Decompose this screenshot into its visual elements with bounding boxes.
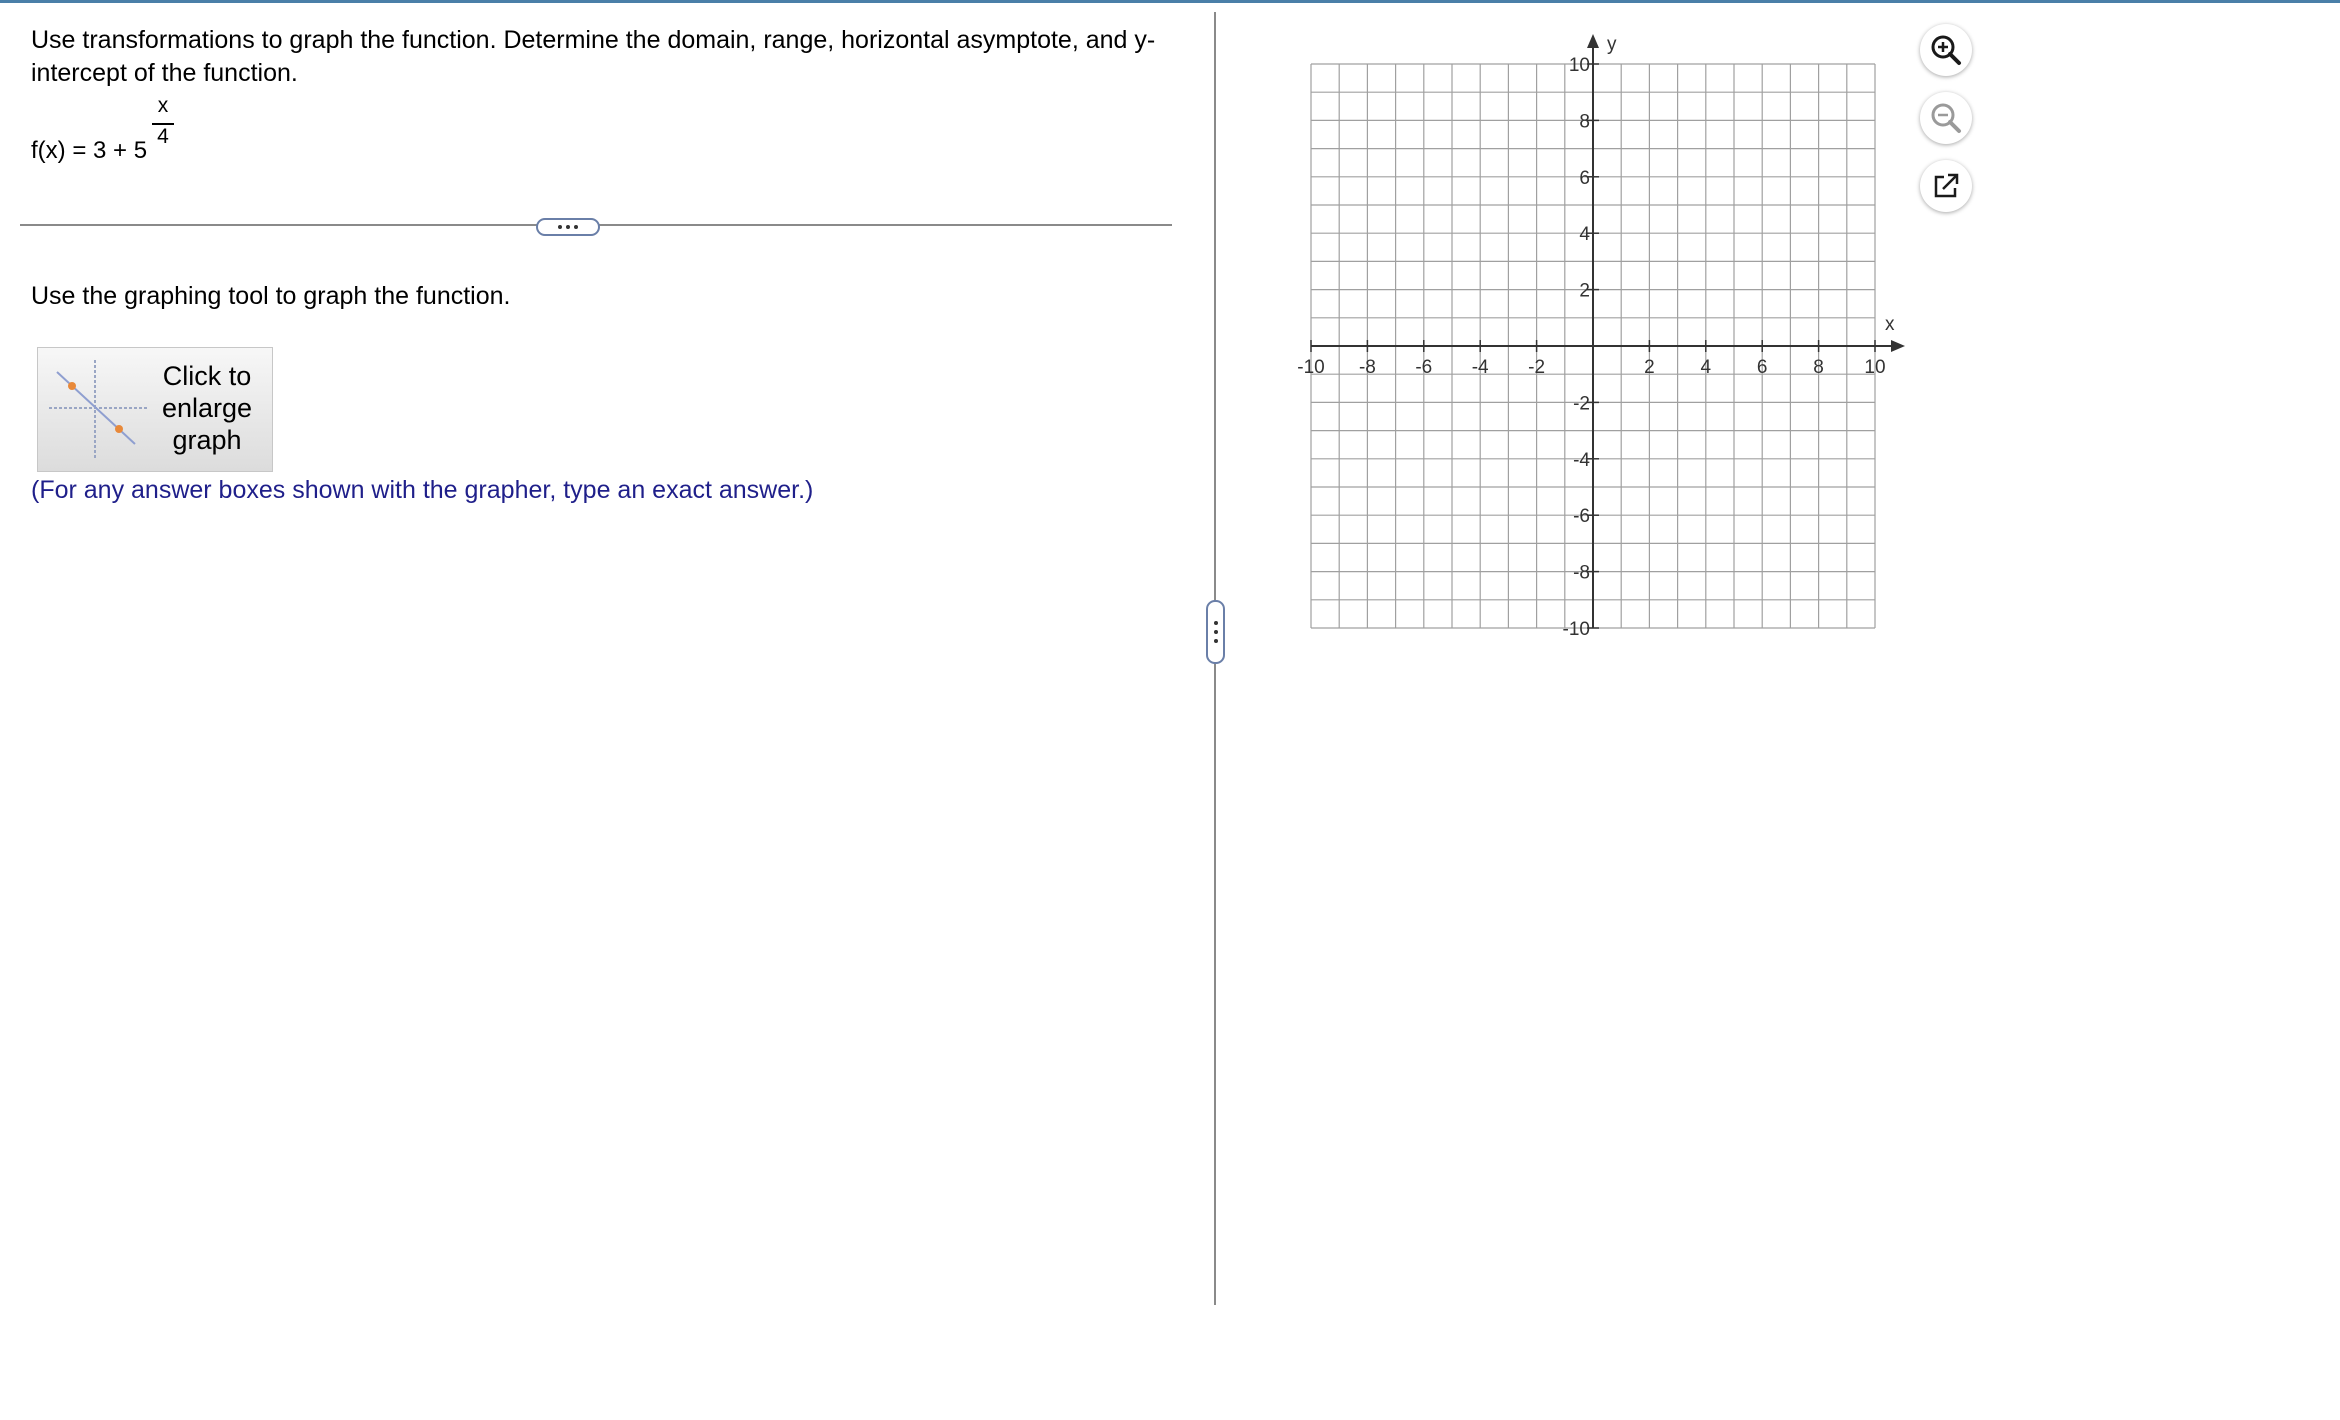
y-tick-label: 4 xyxy=(1579,224,1590,246)
x-tick-label: -6 xyxy=(1415,357,1433,378)
instruction-text: Use the graphing tool to graph the function. xyxy=(31,282,511,310)
x-tick-label: -4 xyxy=(1471,357,1489,378)
zoom-in-button[interactable] xyxy=(1920,24,1972,76)
answer-note: (For any answer boxes shown with the grapher, type an exact answer.) xyxy=(31,476,814,504)
x-axis-arrow-icon xyxy=(1891,340,1905,352)
function-formula xyxy=(31,91,331,175)
external-link-icon xyxy=(1931,171,1961,201)
dot-icon xyxy=(558,225,562,229)
x-tick-label: 4 xyxy=(1700,357,1712,378)
dot-icon xyxy=(1214,621,1218,625)
y-tick-label: -10 xyxy=(1562,619,1590,640)
splitter-handle[interactable] xyxy=(1206,600,1225,664)
question-text: Use transformations to graph the function. Determine the domain, range, horizontal asymptote, and y-intercept of the function. xyxy=(31,26,1156,87)
x-tick-label: -2 xyxy=(1528,357,1546,378)
x-tick-label: -8 xyxy=(1358,357,1376,378)
dot-icon xyxy=(1214,639,1218,643)
x-tick-label: 2 xyxy=(1644,357,1655,378)
exponent-numerator: x xyxy=(157,94,169,117)
exponent-denominator: 4 xyxy=(157,125,169,148)
y-tick-label: -6 xyxy=(1573,506,1590,528)
y-tick-label: 8 xyxy=(1579,111,1590,133)
y-axis-arrow-icon xyxy=(1587,34,1599,48)
y-tick-label: 10 xyxy=(1568,55,1590,76)
coordinate-grid[interactable] xyxy=(1290,28,1930,648)
y-tick-label: -4 xyxy=(1573,449,1590,471)
x-tick-label: 10 xyxy=(1864,357,1886,378)
zoom-out-button[interactable] xyxy=(1920,92,1972,144)
zoom-out-icon xyxy=(1929,101,1963,135)
x-tick-label: 6 xyxy=(1756,357,1768,378)
x-tick-label: 8 xyxy=(1813,357,1824,378)
axes xyxy=(1311,34,1905,628)
popout-button[interactable] xyxy=(1920,160,1972,212)
tick-labels xyxy=(1297,55,1885,640)
enlarge-graph-label: Click to enlarge graph xyxy=(161,361,253,455)
zoom-in-icon xyxy=(1929,33,1963,67)
more-options-button[interactable] xyxy=(536,218,600,236)
y-axis-label: y xyxy=(1607,34,1617,55)
dot-icon xyxy=(566,225,570,229)
x-axis-label: x xyxy=(1885,314,1895,335)
graph-thumbnail-icon xyxy=(49,360,147,460)
enlarge-graph-button[interactable] xyxy=(37,347,273,472)
formula-lhs: f(x) = 3 + 5 xyxy=(31,137,148,164)
y-tick-label: -2 xyxy=(1573,393,1590,415)
y-tick-label: 6 xyxy=(1579,167,1590,189)
dot-icon xyxy=(1214,630,1218,634)
y-tick-label: -8 xyxy=(1573,562,1590,584)
x-tick-label: -10 xyxy=(1297,357,1325,378)
dot-icon xyxy=(574,225,578,229)
question-pane xyxy=(0,3,1210,1303)
y-tick-label: 2 xyxy=(1579,280,1590,302)
